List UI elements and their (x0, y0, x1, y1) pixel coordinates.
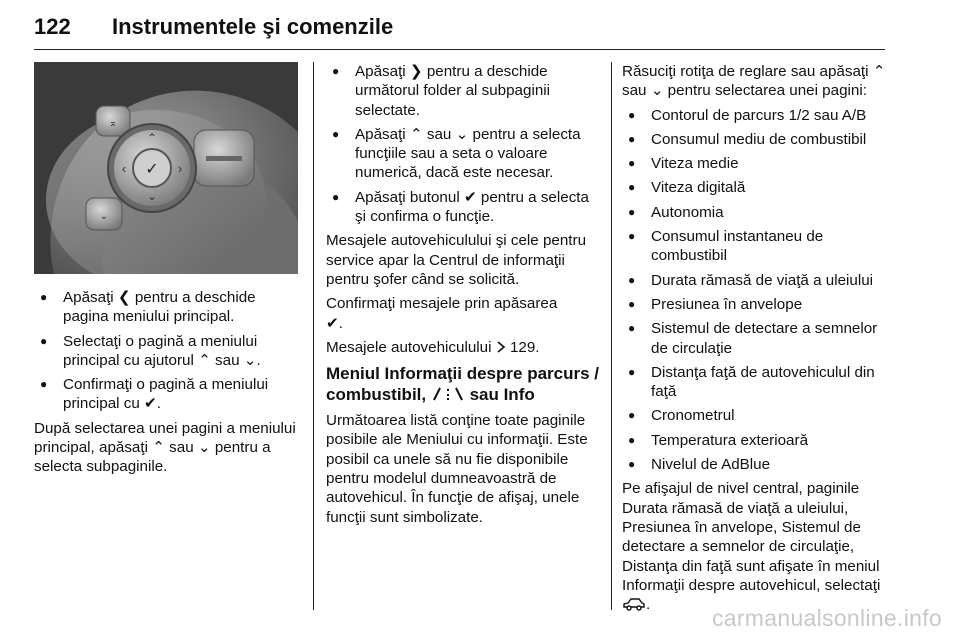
chevron-down-icon: ⌄ (197, 438, 211, 457)
list-item: ● Consumul mediu de combustibil (622, 130, 888, 149)
chevron-up-icon: ⌃ (198, 350, 211, 369)
check-icon: ✔ (326, 313, 339, 332)
list-item: ● Consumul instantaneu de combustibil (622, 227, 888, 266)
chevron-down-icon: ⌄ (243, 350, 257, 369)
page-reference-icon (496, 340, 506, 354)
info-pages-list (622, 106, 888, 475)
submenu-steps-list (326, 62, 602, 226)
trip-fuel-icon (431, 386, 465, 402)
vehicle-icon (622, 597, 646, 611)
page-number: 122 (34, 14, 71, 39)
chevron-up-icon: ⌃ (872, 62, 886, 80)
svg-text:›: › (177, 161, 183, 176)
header-rule (34, 49, 885, 50)
list-item: ● Apăsaţi ❯ pentru a deschide următorul folder al subpaginii selectate. (326, 62, 602, 120)
svg-text:✓: ✓ (145, 161, 159, 178)
check-icon: ✔ (463, 187, 477, 206)
watermark: carmanualsonline.info (711, 605, 942, 631)
list-item: ● Contorul de parcurs 1/2 sau A/B (622, 106, 888, 125)
list-item: ● Presiunea în anvelope (622, 295, 888, 314)
chevron-up-icon: ⌃ (409, 124, 423, 143)
chevron-up-icon: ⌃ (152, 438, 165, 457)
list-item: ● Autonomia (622, 203, 888, 222)
cross-reference: Mesajele autovehiculului 129. (326, 338, 540, 356)
column-2 (326, 62, 602, 532)
list-item: ● Viteza medie (622, 154, 888, 173)
chevron-right-icon: ❯ (409, 62, 423, 80)
list-item: ● Cronometrul (622, 406, 888, 425)
list-item: ● Temperatura exterioară (622, 431, 888, 450)
list-item: ● Confirmaţi o pagină a meniului principal cu ✔. (34, 375, 302, 414)
list-item: ● Apăsaţi ❮ pentru a deschide pagina meniului principal. (34, 288, 302, 327)
svg-text:⌄: ⌄ (99, 211, 109, 222)
page-selection-intro: Răsuciţi rotiţa de reglare sau apăsaţi ⌃ sau ⌄ pentru selectarea unei pagini: (622, 62, 886, 100)
chevron-down-icon: ⌄ (455, 124, 469, 143)
page-header (34, 14, 885, 54)
section-heading: Meniul Informaţii despre parcurs / combustibil, sau Info (326, 364, 600, 405)
steering-wheel-controls-photo (34, 62, 298, 274)
column-divider-1 (313, 62, 314, 610)
menu-steps-list (34, 288, 302, 414)
list-item: ● Viteza digitală (622, 178, 888, 197)
column-3 (622, 62, 888, 619)
subpage-paragraph: După selectarea unei pagini a meniului principal, apăsaţi ⌃ sau ⌄ pentru a selecta subpaginile. (34, 419, 296, 476)
svg-text:⌃: ⌃ (146, 131, 158, 145)
info-menu-intro: Următoarea listă conţine toate paginile posibile ale Meniului cu informaţii. Este posibil ca unele să nu fie disponibile pentru modelul dumneavoastră de autovehicul. În funcţie de afişaj, unele funcţii sunt simbolizate. (326, 412, 588, 526)
list-item: ● Sistemul de detectare a semnelor de circulaţie (622, 319, 888, 358)
list-item: ● Apăsaţi butonul ✔ pentru a selecta şi confirma o funcţie. (326, 188, 602, 227)
svg-text:‹: ‹ (121, 161, 127, 176)
check-icon: ✔ (144, 394, 157, 413)
central-display-note: Pe afişajul de nivel central, paginile Durata rămasă de viaţă a uleiului, Presiunea în anvelope, Sistemul de detectare a semnelor de circulaţie, Distanţa din faţă sunt afişate în meniul Informaţii despre autovehicul, selectaţi . (622, 480, 881, 614)
list-item: ● Nivelul de AdBlue (622, 455, 888, 474)
list-item: ● Durata rămasă de viaţă a uleiului (622, 271, 888, 290)
svg-text:⌅: ⌅ (108, 118, 118, 129)
chevron-left-icon: ❮ (117, 288, 131, 306)
list-item: ● Distanţa faţă de autovehiculul din faţă (622, 363, 888, 402)
chapter-title: Instrumentele şi comenzile (112, 14, 394, 39)
list-item: ● Selectaţi o pagină a meniului principal cu ajutorul ⌃ sau ⌄. (34, 332, 302, 371)
svg-text:⌄: ⌄ (146, 189, 158, 203)
chevron-down-icon: ⌄ (650, 81, 664, 100)
confirm-messages-paragraph: Confirmaţi mesajele prin apăsarea ✔. (326, 295, 558, 332)
vehicle-messages-paragraph: Mesajele autovehiculului şi cele pentru service apar la Centrul de informaţii pentru şofer când se solicită. (326, 232, 587, 288)
column-divider-2 (611, 62, 612, 610)
list-item: ● Apăsaţi ⌃ sau ⌄ pentru a selecta funcţiile sau a seta o valoare numerică, dacă este necesar. (326, 125, 602, 183)
column-1 (34, 62, 302, 482)
